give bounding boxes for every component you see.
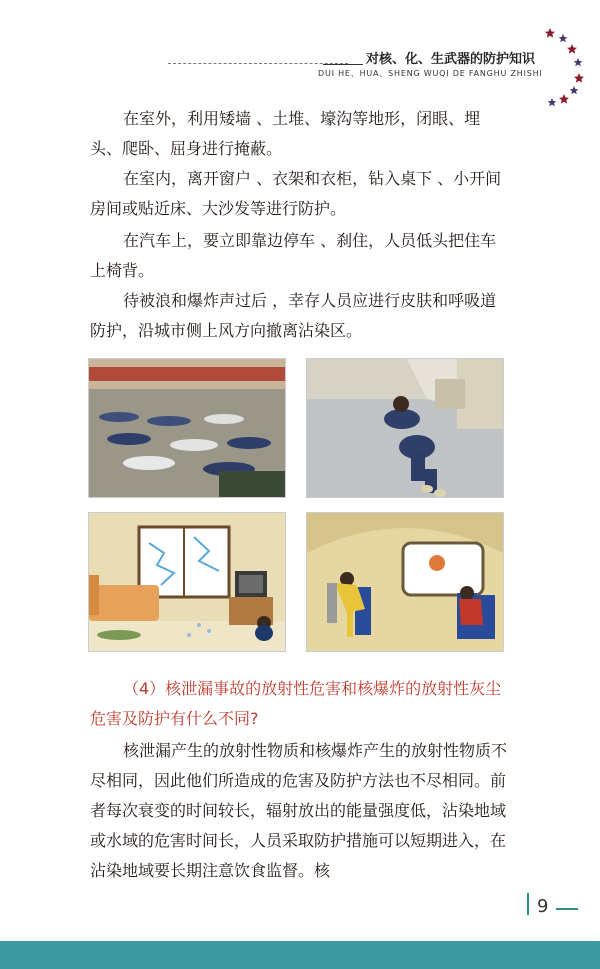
paragraph-answer: 核泄漏产生的放射性物质和核爆炸产生的放射性物质不尽相同，因此他们所造成的危害及防护方法也不尽相同。前者每次衰变的时间较长，辐射放出的能量强度低，沾染地域或水域的危害时间长，人员采取防护措施可以短期进入，在沾染地域要长期注意饮食监督。核 [90, 741, 508, 880]
page-number: 9 [537, 896, 549, 917]
page-number-tick [527, 893, 529, 915]
paragraph-outdoor: 在室外，利用矮墙 、土堆、壕沟等地形，闭眼、埋头、爬卧、屈身进行掩蔽。 [90, 109, 481, 158]
illustration-room-broken-window [88, 512, 286, 652]
star-icon [559, 94, 569, 104]
running-header-pinyin: DUI HE、HUA、SHENG WUQI DE FANGHU ZHISHI [318, 69, 543, 78]
star-arc-logo [530, 20, 590, 110]
running-header-title: 对核、化、生武器的防护知识 [366, 52, 536, 67]
page-number-rule [556, 908, 578, 910]
footer-bar [0, 941, 600, 969]
illustration-bus-passengers [306, 512, 504, 652]
star-icon [567, 44, 577, 54]
star-icon [545, 28, 555, 38]
paragraph-car: 在汽车上，要立即靠边停车 、刹住，人员低头把住车上椅背。 [90, 231, 497, 280]
photo-outdoor-lying-down [88, 358, 286, 498]
star-icon [548, 98, 557, 106]
star-icon [574, 73, 584, 83]
header-solid-rule [323, 64, 363, 65]
star-icon [570, 86, 579, 94]
paragraph-indoor: 在室内，离开窗户 、衣架和衣柜，钻入桌下 、小开间房间或贴近床、大沙发等进行防护。 [90, 169, 502, 218]
star-icon [574, 58, 583, 66]
paragraph-after-blast: 待被浪和爆炸声过后 ，幸存人员应进行皮肤和呼吸道防护，沿城市侧上风方向撤离沾染区。 [90, 291, 497, 340]
section-question-4: （4）核泄漏事故的放射性危害和核爆炸的放射性灰尘危害及防护有什么不同? [90, 679, 502, 728]
header-dashed-rule [168, 63, 348, 64]
star-icon [559, 34, 568, 42]
photo-indoor-under-desk [306, 358, 504, 498]
